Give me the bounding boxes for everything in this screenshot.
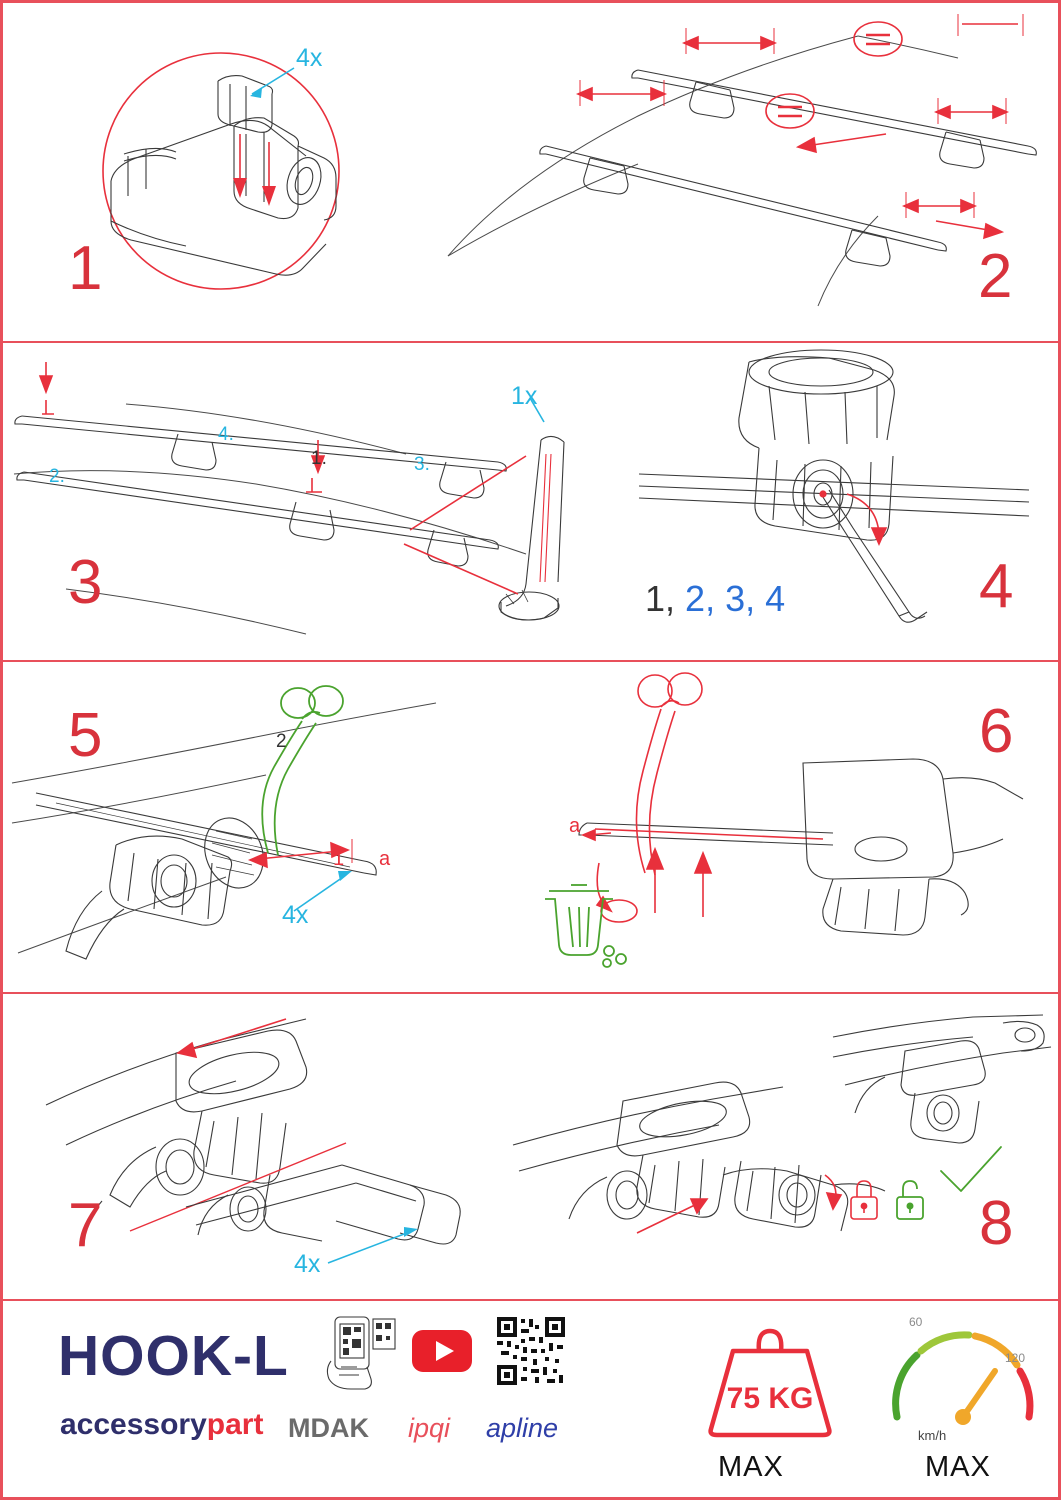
step-3-number: 3 (68, 548, 104, 617)
step-4-number: 4 (979, 552, 1015, 621)
step-2-panel (438, 6, 1061, 341)
speedometer-icon (883, 1321, 1043, 1431)
speed-unit-label: km/h (918, 1428, 947, 1443)
step-5-panel (6, 663, 501, 992)
partner-brand-apline: apline (486, 1413, 559, 1443)
step-4-seq-2: 2, (685, 578, 716, 619)
divider-row-3 (3, 992, 1058, 994)
step-6-illustration (503, 663, 1061, 992)
step-6-panel (503, 663, 1061, 992)
brand-name-accent: part (206, 1408, 264, 1441)
footer (3, 1303, 1058, 1500)
step-5-callout-a: a (379, 848, 391, 870)
step-4-seq-3: 3, (725, 578, 756, 619)
step-8-illustration (503, 995, 1061, 1299)
brand-name-main: accessory (60, 1408, 207, 1441)
step-4-sequence (645, 578, 785, 620)
step-8-number: 8 (979, 1189, 1015, 1258)
step-7-number: 7 (68, 1191, 104, 1260)
step-5-number: 5 (68, 701, 104, 770)
qr-code-icon[interactable] (495, 1315, 567, 1387)
speed-tick-120: 120 (1005, 1351, 1026, 1365)
divider-row-1 (3, 341, 1058, 343)
product-title: HOOK-L (58, 1324, 289, 1388)
divider-row-4 (3, 1299, 1058, 1301)
speed-limit-caption: MAX (925, 1451, 991, 1483)
step-4-seq-4: 4 (765, 578, 786, 619)
step-3-order-2: 2. (49, 466, 65, 487)
step-7-panel (6, 995, 501, 1299)
step-5-callout-2: 2 (276, 731, 287, 752)
step-2-illustration (438, 6, 1061, 341)
divider-row-2 (3, 660, 1058, 662)
step-3-order-4: 4. (218, 424, 234, 445)
load-limit-value: 75 KG (726, 1382, 814, 1415)
youtube-icon[interactable] (411, 1329, 473, 1373)
step-3-panel (6, 344, 606, 660)
qr-scan-phone-icon[interactable] (321, 1315, 401, 1393)
weight-icon (695, 1321, 845, 1441)
step-5-callout-1: 1 (333, 848, 345, 870)
load-limit-caption: MAX (718, 1451, 784, 1483)
step-2-number: 2 (978, 242, 1014, 311)
brand-name (60, 1408, 263, 1442)
step-4-panel (609, 344, 1061, 660)
speed-tick-60: 60 (909, 1315, 923, 1329)
step-3-order-1: 1. (311, 448, 327, 469)
partner-brand-ipqi: ipqi (408, 1413, 451, 1443)
step-4-seq-1: 1, (645, 578, 676, 619)
step-6-number: 6 (979, 697, 1015, 766)
step-8-panel (503, 995, 1061, 1299)
step-6-callout-a: a (569, 815, 581, 837)
step-1-quantity-label: 4x (296, 44, 323, 72)
step-3-quantity-label: 1x (511, 382, 538, 410)
step-1-panel (6, 6, 436, 341)
step-3-order-3: 3. (414, 454, 430, 475)
step-7-quantity-label: 4x (294, 1250, 321, 1278)
step-5-quantity-label: 4x (282, 901, 309, 929)
step-1-number: 1 (68, 234, 104, 303)
partner-brand-mdak: MDAK (288, 1413, 369, 1443)
